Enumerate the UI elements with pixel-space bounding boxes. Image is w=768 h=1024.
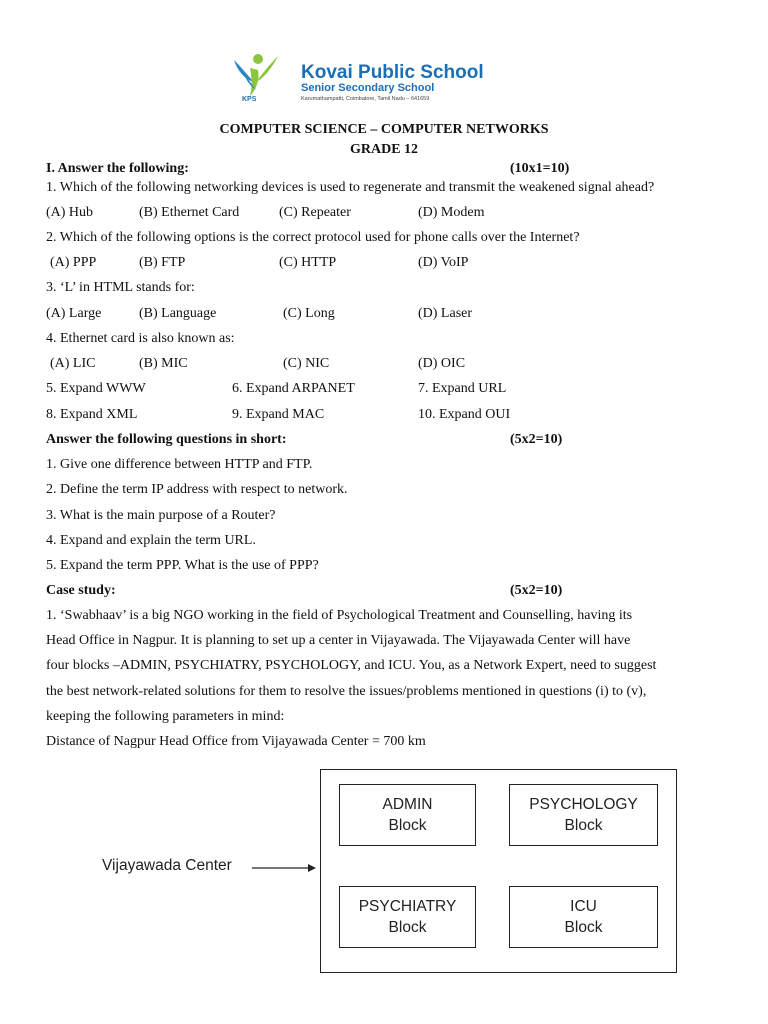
section1-heading: I. Answer the following: <box>46 161 189 176</box>
case-line-4: the best network-related solutions for them to resolve the issues/problems mentioned in questions (i) to (v), <box>46 684 647 699</box>
question-9: 9. Expand MAC <box>232 407 325 422</box>
q2-option-a: (A) PPP <box>50 255 97 270</box>
case-line-2: Head Office in Nagpur. It is planning to set up a center in Vijayawada. The Vijayawada Center will have <box>46 633 631 648</box>
icu-block-suffix: Block <box>564 919 603 936</box>
q2-option-c: (C) HTTP <box>279 255 337 270</box>
question-3: 3. ‘L’ in HTML stands for: <box>46 280 195 295</box>
school-name: Kovai Public School <box>301 62 484 83</box>
case-line-3: four blocks –ADMIN, PSYCHIATRY, PSYCHOLOGY, and ICU. You, as a Network Expert, need to suggest <box>46 658 657 673</box>
question-7: 7. Expand URL <box>418 381 507 396</box>
psychology-block-name: PSYCHOLOGY <box>529 796 638 813</box>
page-title: COMPUTER SCIENCE – COMPUTER NETWORKS <box>219 122 549 137</box>
q3-option-b: (B) Language <box>139 306 217 321</box>
vijayawada-center-label: Vijayawada Center <box>102 857 232 874</box>
question-6: 6. Expand ARPANET <box>232 381 355 396</box>
short-question-3: 3. What is the main purpose of a Router? <box>46 508 276 523</box>
q1-option-c: (C) Repeater <box>279 205 351 220</box>
logo-kps-text: KPS <box>242 96 257 103</box>
section2-marks: (5x2=10) <box>510 432 563 447</box>
case-line-1: 1. ‘Swabhaav’ is a big NGO working in the field of Psychological Treatment and Counselling, having its <box>46 608 633 623</box>
q1-option-d: (D) Modem <box>418 205 485 220</box>
psychiatry-block <box>339 886 476 948</box>
question-10: 10. Expand OUI <box>418 407 511 422</box>
q4-option-b: (B) MIC <box>139 356 188 371</box>
psychology-block-suffix: Block <box>564 817 603 834</box>
short-question-5: 5. Expand the term PPP. What is the use of PPP? <box>46 558 319 573</box>
arrow-icon <box>252 860 318 876</box>
school-address: Karumathampatti, Coimbatore, Tamil Nadu – 641659 <box>301 96 430 102</box>
question-8: 8. Expand XML <box>46 407 138 422</box>
school-logo <box>228 50 284 110</box>
section2-heading: Answer the following questions in short: <box>46 432 287 447</box>
icu-block-name: ICU <box>570 898 597 915</box>
case-line-6: Distance of Nagpur Head Office from Vijayawada Center = 700 km <box>46 734 426 749</box>
question-2: 2. Which of the following options is the correct protocol used for phone calls over the Internet? <box>46 230 580 245</box>
section3-heading: Case study: <box>46 583 116 598</box>
short-question-2: 2. Define the term IP address with respect to network. <box>46 482 348 497</box>
question-1: 1. Which of the following networking devices is used to regenerate and transmit the weakened signal ahead? <box>46 180 655 195</box>
psychiatry-block-name: PSYCHIATRY <box>358 898 457 915</box>
q4-option-d: (D) OIC <box>418 356 466 371</box>
q3-option-a: (A) Large <box>46 306 102 321</box>
q2-option-b: (B) FTP <box>139 255 186 270</box>
short-question-4: 4. Expand and explain the term URL. <box>46 533 256 548</box>
admin-block-suffix: Block <box>388 817 427 834</box>
section3-marks: (5x2=10) <box>510 583 563 598</box>
section1-marks: (10x1=10) <box>510 161 570 176</box>
grade-label: GRADE 12 <box>349 142 419 157</box>
school-subtitle: Senior Secondary School <box>301 82 435 94</box>
icu-block <box>509 886 658 948</box>
q4-option-c: (C) NIC <box>283 356 330 371</box>
q3-option-c: (C) Long <box>283 306 335 321</box>
psychology-block <box>509 784 658 846</box>
admin-block <box>339 784 476 846</box>
psychiatry-block-suffix: Block <box>388 919 427 936</box>
q3-option-d: (D) Laser <box>418 306 473 321</box>
question-4: 4. Ethernet card is also known as: <box>46 331 235 346</box>
q4-option-a: (A) LIC <box>50 356 96 371</box>
q1-option-b: (B) Ethernet Card <box>139 205 240 220</box>
q1-option-a: (A) Hub <box>46 205 94 220</box>
case-line-5: keeping the following parameters in mind: <box>46 709 285 724</box>
question-5: 5. Expand WWW <box>46 381 146 396</box>
q2-option-d: (D) VoIP <box>418 255 469 270</box>
short-question-1: 1. Give one difference between HTTP and FTP. <box>46 457 313 472</box>
admin-block-name: ADMIN <box>382 796 433 813</box>
